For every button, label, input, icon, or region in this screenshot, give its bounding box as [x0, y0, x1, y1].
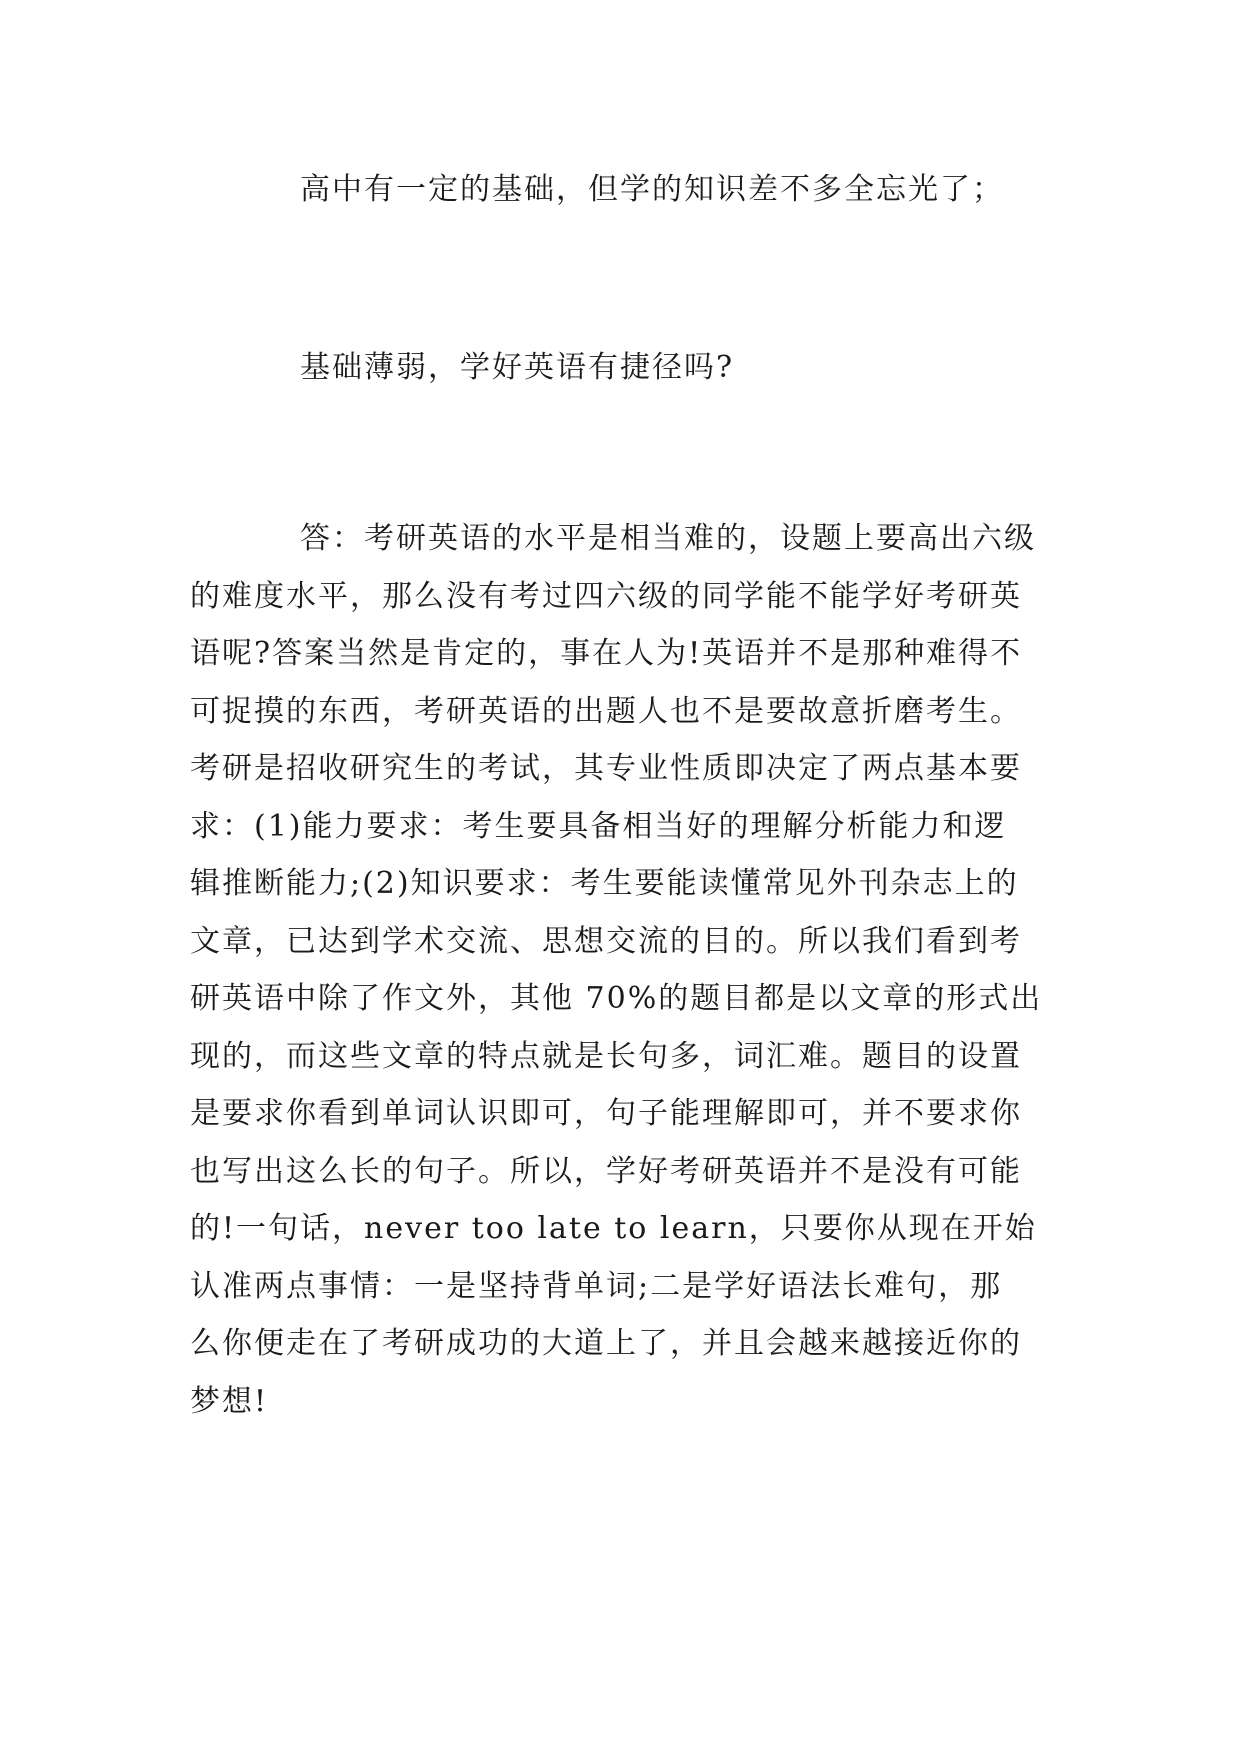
- answer-line: 的!一句话，never too late to learn，只要你从现在开始: [190, 1211, 1037, 1246]
- answer-line: 语呢?答案当然是肯定的，事在人为!英语并不是那种难得不: [190, 636, 1023, 671]
- answer-line: 认准两点事情：一是坚持背单词;二是学好语法长难句，那: [190, 1268, 1003, 1304]
- answer-paragraph: [190, 510, 1070, 1430]
- answer-line: 答：考研英语的水平是相当难的，设题上要高出六级: [300, 521, 1036, 556]
- answer-line: 现的，而这些文章的特点就是长句多，词汇难。题目的设置: [190, 1038, 1022, 1074]
- answer-line: 么你便走在了考研成功的大道上了，并且会越来越接近你的: [190, 1326, 1022, 1361]
- answer-line: 文章，已达到学术交流、思想交流的目的。所以我们看到考: [190, 923, 1022, 959]
- answer-line: 梦想!: [190, 1383, 269, 1419]
- answer-line: 考研是招收研究生的考试，其专业性质即决定了两点基本要: [190, 751, 1022, 786]
- answer-line: 研英语中除了作文外，其他 70%的题目都是以文章的形式出: [190, 981, 1043, 1016]
- answer-line: 辑推断能力;(2)知识要求：考生要能读懂常见外刊杂志上的: [190, 866, 1019, 901]
- answer-line: 是要求你看到单词认识即可，句子能理解即可，并不要求你: [190, 1096, 1022, 1131]
- answer-line: 也写出这么长的句子。所以，学好考研英语并不是没有可能: [190, 1153, 1022, 1189]
- answer-line: 的难度水平，那么没有考过四六级的同学能不能学好考研英: [190, 578, 1022, 614]
- answer-line: 求：(1)能力要求：考生要具备相当好的理解分析能力和逻: [190, 808, 1007, 844]
- answer-line: 可捉摸的东西，考研英语的出题人也不是要故意折磨考生。: [190, 693, 1022, 729]
- question-line-2: 基础薄弱，学好英语有捷径吗?: [300, 350, 735, 385]
- question-line-1: 高中有一定的基础，但学的知识差不多全忘光了；: [300, 172, 1004, 207]
